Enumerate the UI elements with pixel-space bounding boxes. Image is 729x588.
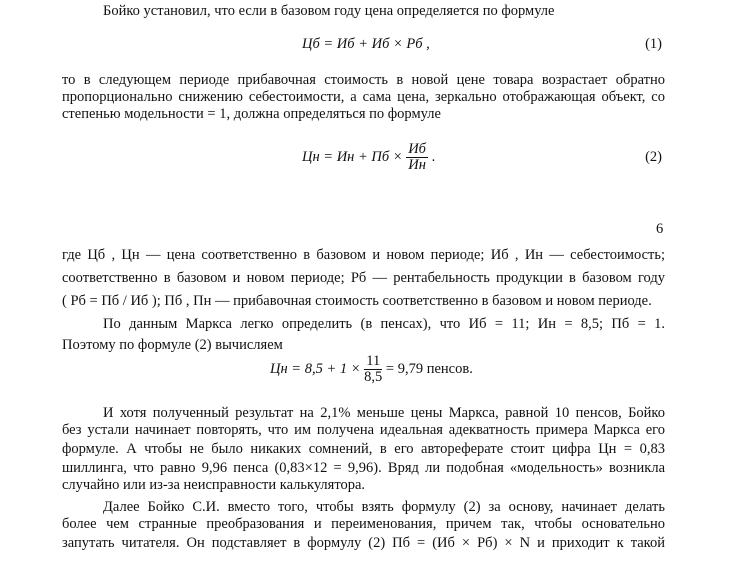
formula-3-end: = 9,79 пенсов. <box>385 361 473 377</box>
paragraph-text: запутать читателя. Он подставляет в формулу (2) Пб = (Иб × Рб) × N и приходит к такой <box>62 535 665 551</box>
formula-2-left: Цн = Ин + Пб × <box>302 149 403 165</box>
paragraph-text: Поэтому по формуле (2) вычисляем <box>62 337 283 353</box>
paragraph-text: соответственно в базовом и новом периоде; Рб — рентабельность продукции в базовом году <box>62 270 665 286</box>
paragraph-text: ( Рб = Пб / Иб ); Пб , Пн — прибавочная стоимость соответственно в базовом и новом периоде. <box>62 293 652 309</box>
paragraph-text: И хотя полученный результат на 2,1% меньше цены Маркса, равной 10 пенсов, Бойко <box>103 405 665 421</box>
formula-3-fraction <box>364 354 382 385</box>
paragraph-text: случайно или из-за неисправности калькулятора. <box>62 477 366 493</box>
footnote-mark: 6 <box>656 221 664 237</box>
formula-3 <box>270 349 473 389</box>
formula-2-end: . <box>431 149 436 165</box>
formula-3-left: Цн = 8,5 + 1 × <box>270 361 361 377</box>
paragraph-text: где Цб , Цн — цена соответственно в базовом и новом периоде; Иб , Ин — себестоимость; <box>62 247 665 263</box>
paragraph-text: шиллинга, что равно 9,96 пенса (0,83×12 = 9,96). Вряд ли подобная «модельность» возникла <box>62 460 665 476</box>
paragraph-text: то в следующем периоде прибавочная стоимость в новой цене товара возрастает обратно <box>62 72 665 88</box>
paragraph-text: более чем странные преобразования и переименования, причем так, чтобы основательно <box>62 516 665 532</box>
formula-3-numerator: 11 <box>364 354 382 370</box>
paragraph-text: формуле. А чтобы не было никаких сомнений, в его автореферате стоит цифра Цн = 0,83 <box>62 441 665 457</box>
paragraph-text: Далее Бойко С.И. вместо того, чтобы взять формулу (2) за основу, начинает делать <box>103 499 665 515</box>
paragraph-text: пропорционально снижению себестоимости, а сама цена, зеркально отображающая объект, со <box>62 89 665 105</box>
formula-1: Цб = Иб + Иб × Рб , <box>302 36 430 52</box>
formula-2-number: (2) <box>645 149 662 165</box>
paragraph-text: По данным Маркса легко определить (в пенсах), что Иб = 11; Ин = 8,5; Пб = 1. <box>103 316 665 332</box>
formula-2-fraction <box>406 142 428 173</box>
formula-2-denominator: Ин <box>408 157 426 174</box>
formula-2 <box>302 137 435 177</box>
paragraph-text: степенью модельности = 1, должна определяться по формуле <box>62 106 441 122</box>
paragraph-text: без устали начинает повторять, что им получена идеальная адекватность примера Маркса его <box>62 422 665 438</box>
paragraph-text: Бойко установил, что если в базовом году цена определяется по формуле <box>103 3 555 19</box>
formula-1-number: (1) <box>645 36 662 52</box>
formula-3-denominator: 8,5 <box>364 369 383 386</box>
formula-2-numerator: Иб <box>408 141 426 158</box>
